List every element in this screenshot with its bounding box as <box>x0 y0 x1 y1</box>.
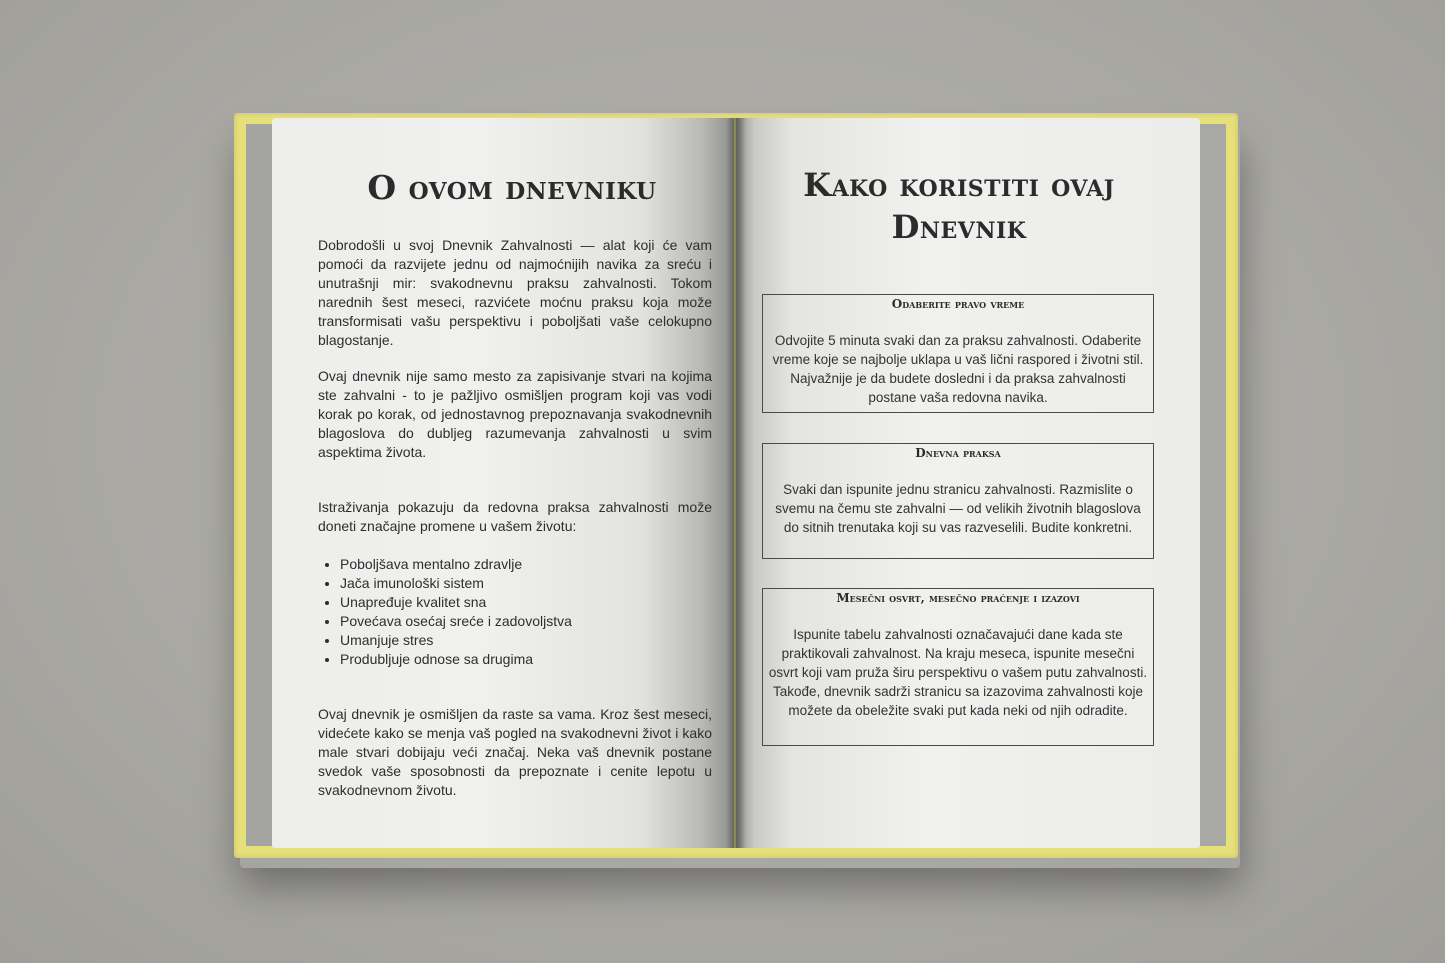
list-item: • Unapređuje kvalitet sna <box>340 593 710 612</box>
section-heading: Mesečni osvrt, mesečno praćenje i izazovi <box>836 591 1080 605</box>
benefits-list <box>318 555 710 669</box>
page-edges-right <box>1196 124 1226 846</box>
right-title-line-1: Kako koristiti ovaj <box>803 166 1115 204</box>
closing-paragraph: Ovaj dnevnik je osmišljen da raste sa vama. Kroz šest meseci, videćete kako se menja vaš pogled na svakodnevni život i kako male stvari dobijaju veći značaj. Neka vaš dnevnik postane svedok vaše sposobnosti da prepoznate i cenite lepotu u svakodnevnom životu. <box>318 706 712 798</box>
section-card-time <box>762 294 1154 413</box>
list-item: • Povećava osećaj sreće i zadovoljstva <box>340 612 710 631</box>
left-page <box>272 118 734 848</box>
right-page <box>736 118 1200 848</box>
section-card-daily <box>762 443 1154 559</box>
research-paragraph: Istraživanja pokazuju da redovna praksa zahvalnosti može doneti značajne promene u vašem životu: <box>318 499 712 534</box>
list-item: • Jača imunološki sistem <box>340 574 710 593</box>
list-item: • Produbljuje odnose sa drugima <box>340 650 710 669</box>
section-text: Odvojite 5 minuta svaki dan za praksu zahvalnosti. Odaberite vreme koje se najbolje uklapa u vaš lični raspored i životni stil. Najvažnije je da budete dosledni i da praksa zahvalnosti postane vaša redovna navika. <box>772 333 1144 405</box>
book-spine-gutter <box>726 118 746 848</box>
right-page-title <box>754 164 1164 248</box>
list-item: • Umanjuje stres <box>340 631 710 650</box>
intro-paragraph: Dobrodošli u svoj Dnevnik Zahvalnosti — alat koji će vam pomoći da razvijete jednu od najmoćnijih navika za sreću i unutrašnji mir: svakodnevnu praksu zahvalnosti. Tokom narednih šest meseci, razvićete moćnu praksu koja može transformisati vašu perspektivu i poboljšati vaše celokupno blagostanje. <box>318 237 712 348</box>
left-page-title: O ovom dnevniku <box>367 168 657 207</box>
program-paragraph: Ovaj dnevnik nije samo mesto za zapisivanje stvari na kojima ste zahvalni - to je pažljivo osmišljen program koji vas vodi korak po korak, od jednostavnog prepoznavanja svakodnevnih blagoslova do dubljeg razumevanja zahvalnosti u svim aspektima života. <box>318 368 712 460</box>
section-heading: Odaberite pravo vreme <box>891 297 1025 311</box>
section-card-monthly <box>762 588 1154 746</box>
section-heading: Dnevna praksa <box>915 446 1001 460</box>
section-text: Svaki dan ispunite jednu stranicu zahvalnosti. Razmislite o svemu na čemu ste zahvalni — od velikih životnih blagoslova do sitnih trenutaka koji su vas razveselili. Budite konkretni. <box>775 482 1141 535</box>
right-title-line-2: Dnevnik <box>891 208 1027 246</box>
section-text: Ispunite tabelu zahvalnosti označavajući dane kada ste praktikovali zahvalnost. Na kraju meseca, ispunite mesečni osvrt koji vam pruža širu perspektivu o vašem putu zahvalnosti. Takođe, dnevnik sadrži stranicu sa izazovima zahvalnosti koje možete da obeležite svaki put kada neki od njih odradite. <box>768 627 1148 718</box>
list-item: • Poboljšava mentalno zdravlje <box>340 555 710 574</box>
